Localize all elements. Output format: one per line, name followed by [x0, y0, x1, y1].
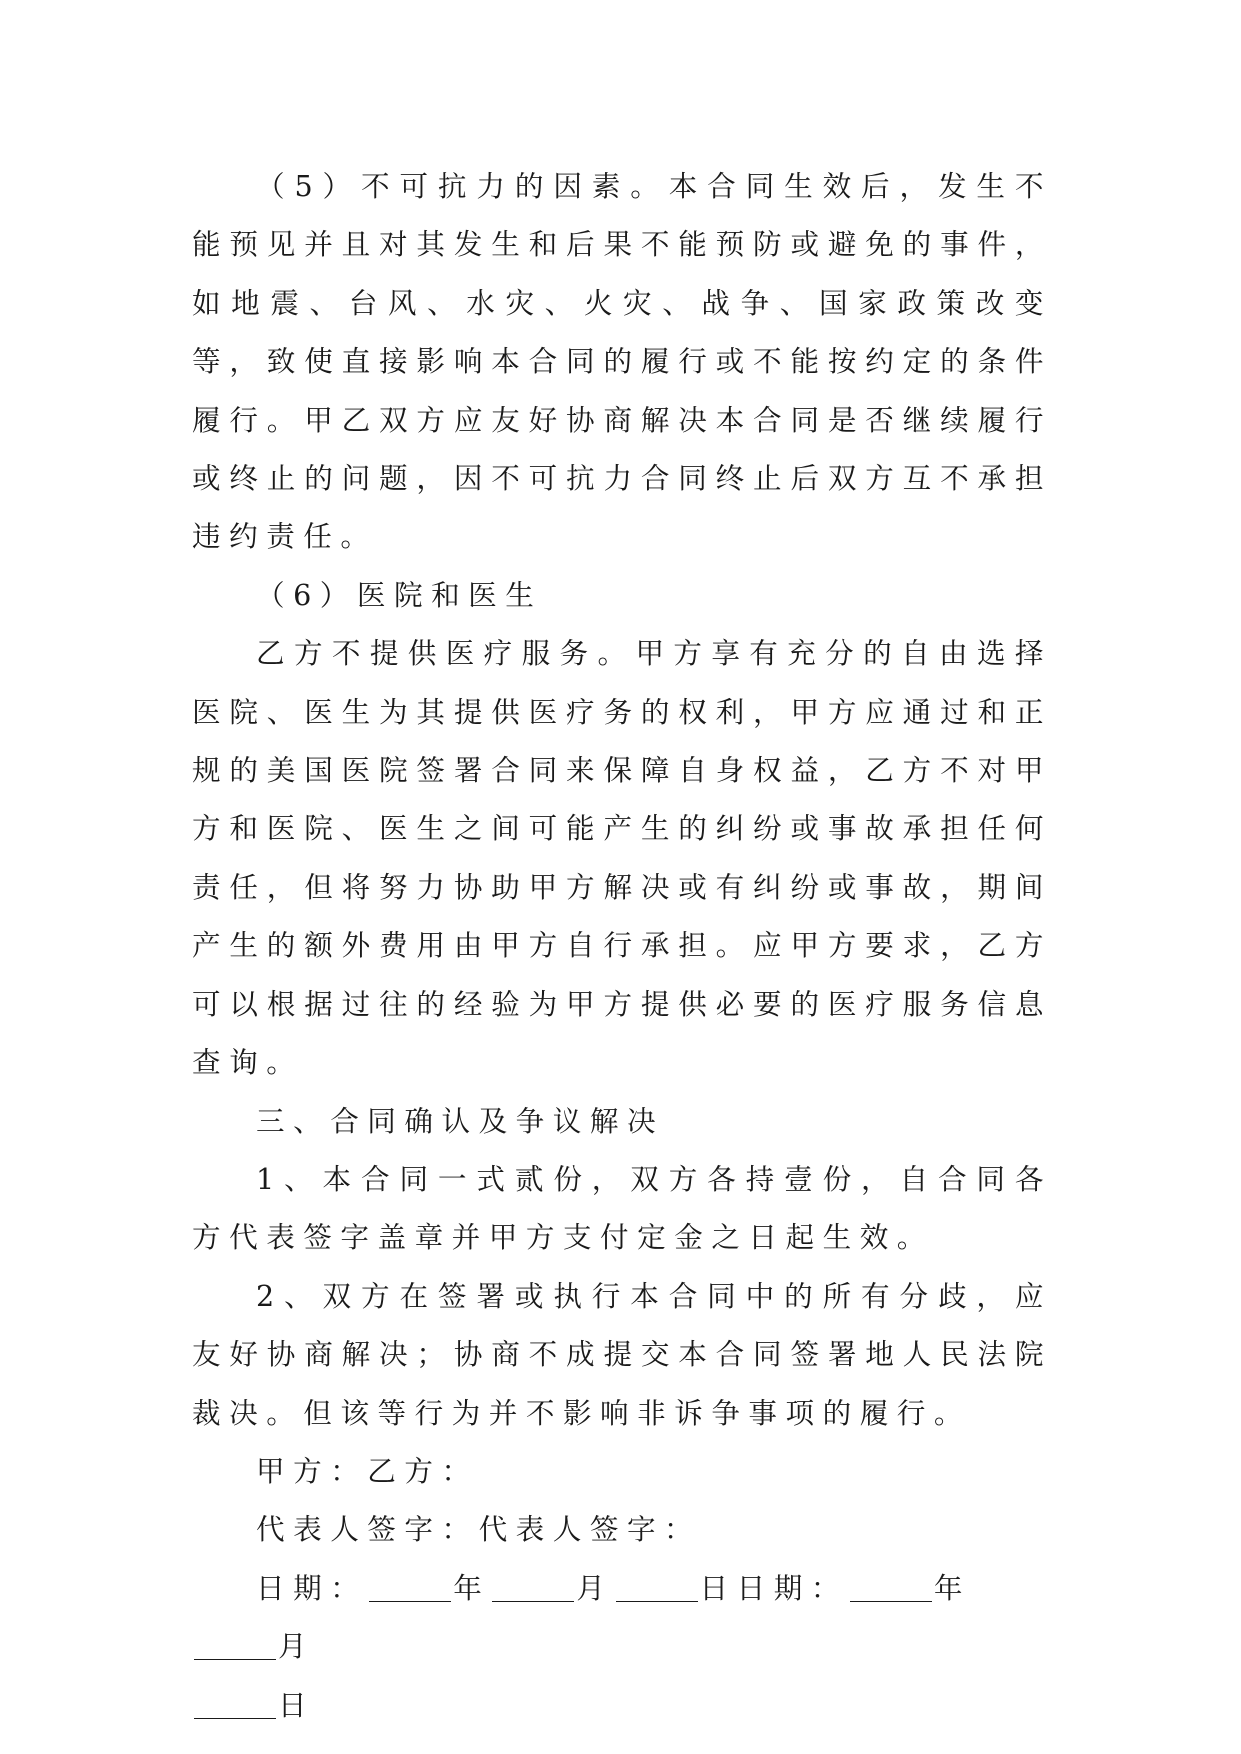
paragraph-clause-2: 2、双方在签署或执行本合同中的所有分歧，应友好协商解决；协商不成提交本合同签署地人民法院裁决。但该等行为并不影响非诉争事项的履行。	[192, 1278, 1052, 1430]
day-label-2: 日	[278, 1687, 316, 1722]
day-blank-2[interactable]	[194, 1690, 276, 1719]
paragraph-hospital-heading: （6）医院和医生	[256, 577, 543, 612]
date-label-2: 日期：	[736, 1570, 848, 1605]
month-label-1: 月	[576, 1570, 614, 1605]
year-blank-1[interactable]	[369, 1573, 451, 1602]
day-label-1: 日	[699, 1570, 737, 1605]
month-blank-1[interactable]	[492, 1573, 574, 1602]
year-label-1: 年	[453, 1570, 491, 1605]
year-label-2: 年	[933, 1570, 972, 1605]
day-blank-1[interactable]	[616, 1573, 698, 1602]
signature-date-line	[192, 1559, 1052, 1676]
month-label-2: 月	[278, 1629, 316, 1664]
signature-representatives: 代表人签字：代表人签字：	[256, 1512, 702, 1547]
paragraph-hospital-body: 乙方不提供医疗服务。甲方享有充分的自由选择医院、医生为其提供医疗务的权利，甲方应通过和正规的美国医院签署合同来保障自身权益，乙方不对甲方和医院、医生之间可能产生的纠纷或事故承担任何责任，但将努力协助甲方解决或有纠纷或事故，期间产生的额外费用由甲方自行承担。应甲方要求，乙方可以根据过往的经验为甲方提供必要的医疗服务信息查询。	[192, 636, 1052, 1080]
date-label-1: 日期：	[256, 1570, 368, 1605]
signature-parties: 甲方：乙方：	[256, 1453, 479, 1488]
year-blank-2[interactable]	[850, 1573, 932, 1602]
document-body	[192, 157, 1052, 1734]
paragraph-clause-1: 1、本合同一式贰份，双方各持壹份，自合同各方代表签字盖章并甲方支付定金之日起生效。	[192, 1161, 1052, 1255]
signature-date-continuation	[192, 1676, 1052, 1734]
month-blank-2[interactable]	[194, 1631, 276, 1660]
paragraph-force-majeure: （5）不可抗力的因素。本合同生效后，发生不能预见并且对其发生和后果不能预防或避免的事件，如地震、台风、水灾、火灾、战争、国家政策改变等，致使直接影响本合同的履行或不能按约定的条件履行。甲乙双方应友好协商解决本合同是否继续履行或终止的问题，因不可抗力合同终止后双方互不承担违约责任。	[192, 169, 1052, 554]
section-three-heading: 三、合同确认及争议解决	[256, 1103, 665, 1138]
